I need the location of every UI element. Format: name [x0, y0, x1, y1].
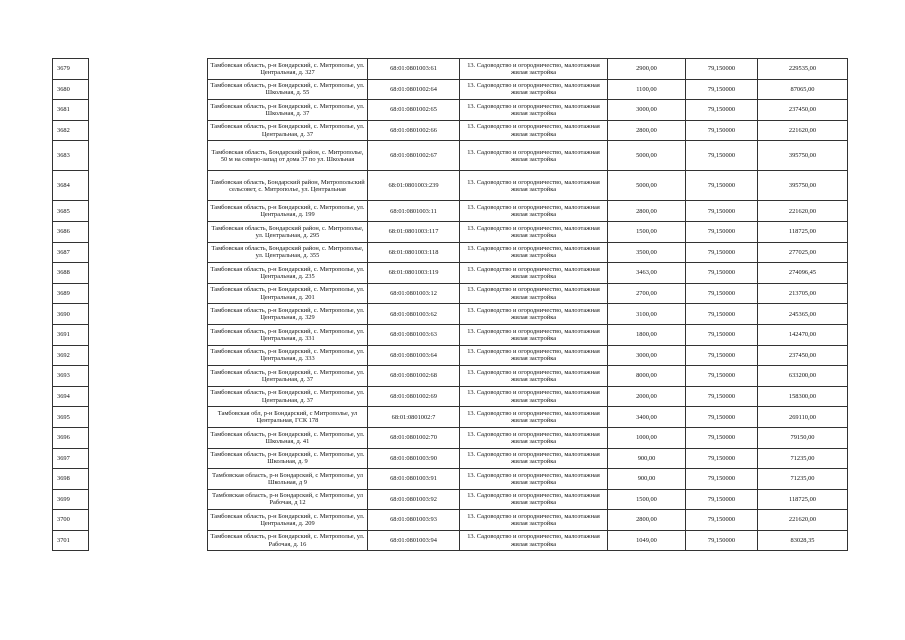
address-cell: Тамбовская область, р-н Бондарский, с. Митрополье, ул. Центральная, д. 209 [208, 510, 368, 531]
land-use-cell: 13. Садоводство и огородничество, малоэтажная жилая застройка [460, 530, 608, 551]
land-use-cell: 13. Садоводство и огородничество, малоэтажная жилая застройка [460, 324, 608, 345]
cadastral-value-cell: 71235,00 [758, 448, 848, 469]
cadastral-value-cell: 142470,00 [758, 324, 848, 345]
table-row [208, 469, 848, 490]
cadastral-value-cell: 221620,00 [758, 201, 848, 222]
address-cell: Тамбовская область, Бондарский район, с. Митрополье, ул. Центральная, д. 355 [208, 242, 368, 263]
table-row [53, 283, 89, 304]
row-number-cell: 3701 [53, 530, 89, 551]
cadastral-value-cell: 118725,00 [758, 489, 848, 510]
cadastral-number-cell: 68:01:0801002:7 [368, 407, 460, 428]
address-cell: Тамбовская область, р-н Бондарский, с. Митрополье, ул. Центральная, д. 37 [208, 120, 368, 141]
cadastral-value-cell: 118725,00 [758, 221, 848, 242]
address-cell: Тамбовская область, р-н Бондарский, с. Митрополье, ул. Центральная, д. 199 [208, 201, 368, 222]
row-number-cell: 3683 [53, 141, 89, 171]
address-cell: Тамбовская область, р-н Бондарский, с Митрополье, ул Школьная, д 9 [208, 469, 368, 490]
cadastral-number-cell: 68:01:0801003:93 [368, 510, 460, 531]
table-row [208, 489, 848, 510]
land-plots-table [207, 58, 848, 551]
cadastral-value-cell: 245365,00 [758, 304, 848, 325]
address-cell: Тамбовская область, р-н Бондарский, с. Митрополье, ул. Центральная, д. 201 [208, 283, 368, 304]
table-row [208, 448, 848, 469]
rate-cell: 79,150000 [686, 510, 758, 531]
area-cell: 1500,00 [608, 221, 686, 242]
table-row [53, 489, 89, 510]
area-cell: 2800,00 [608, 510, 686, 531]
rate-cell: 79,150000 [686, 171, 758, 201]
land-use-cell: 13. Садоводство и огородничество, малоэтажная жилая застройка [460, 386, 608, 407]
cadastral-value-cell: 229535,00 [758, 59, 848, 80]
cadastral-value-cell: 87065,00 [758, 79, 848, 100]
cadastral-number-cell: 68:01:0801002:64 [368, 79, 460, 100]
cadastral-number-cell: 68:01:0801003:63 [368, 324, 460, 345]
area-cell: 2800,00 [608, 201, 686, 222]
land-use-cell: 13. Садоводство и огородничество, малоэтажная жилая застройка [460, 283, 608, 304]
table-row [208, 324, 848, 345]
land-use-cell: 13. Садоводство и огородничество, малоэтажная жилая застройка [460, 510, 608, 531]
table-row [53, 407, 89, 428]
table-row [53, 366, 89, 387]
table-row [53, 242, 89, 263]
area-cell: 1049,00 [608, 530, 686, 551]
rate-cell: 79,150000 [686, 59, 758, 80]
area-cell: 3463,00 [608, 263, 686, 284]
address-cell: Тамбовская область, р-н Бондарский, с. Митрополье, ул. Центральная, д. 329 [208, 304, 368, 325]
cadastral-number-cell: 68:01:0801003:94 [368, 530, 460, 551]
table-row [208, 366, 848, 387]
area-cell: 8000,00 [608, 366, 686, 387]
table-row [53, 221, 89, 242]
area-cell: 2900,00 [608, 59, 686, 80]
land-use-cell: 13. Садоводство и огородничество, малоэтажная жилая застройка [460, 120, 608, 141]
address-cell: Тамбовская область, р-н Бондарский, с. Митрополье, ул. Центральная, д. 235 [208, 263, 368, 284]
row-number-cell: 3679 [53, 59, 89, 80]
cadastral-number-cell: 68:01:0801003:12 [368, 283, 460, 304]
rate-cell: 79,150000 [686, 407, 758, 428]
row-number-cell: 3699 [53, 489, 89, 510]
land-use-cell: 13. Садоводство и огородничество, малоэтажная жилая застройка [460, 345, 608, 366]
table-row [53, 386, 89, 407]
rate-cell: 79,150000 [686, 530, 758, 551]
area-cell: 1800,00 [608, 324, 686, 345]
land-use-cell: 13. Садоводство и огородничество, малоэтажная жилая застройка [460, 242, 608, 263]
rate-cell: 79,150000 [686, 386, 758, 407]
row-number-cell: 3687 [53, 242, 89, 263]
land-use-cell: 13. Садоводство и огородничество, малоэтажная жилая застройка [460, 141, 608, 171]
row-number-cell: 3692 [53, 345, 89, 366]
area-cell: 2000,00 [608, 386, 686, 407]
address-cell: Тамбовская область, р-н Бондарский, с. Митрополье, ул. Школьная, д. 55 [208, 79, 368, 100]
table-row [208, 141, 848, 171]
land-use-cell: 13. Садоводство и огородничество, малоэтажная жилая застройка [460, 304, 608, 325]
rate-cell: 79,150000 [686, 79, 758, 100]
area-cell: 1100,00 [608, 79, 686, 100]
cadastral-value-cell: 269110,00 [758, 407, 848, 428]
table-row [53, 59, 89, 80]
address-cell: Тамбовская область, р-н Бондарский, с Митрополье, ул Рабочая, д 12 [208, 489, 368, 510]
cadastral-value-cell: 71235,00 [758, 469, 848, 490]
address-cell: Тамбовская область, р-н Бондарский, с. Митрополье, ул. Центральная, д. 331 [208, 324, 368, 345]
cadastral-number-cell: 68:01:0801003:61 [368, 59, 460, 80]
table-row [53, 171, 89, 201]
table-row [53, 530, 89, 551]
rate-cell: 79,150000 [686, 283, 758, 304]
cadastral-number-cell: 68:01:0801002:70 [368, 427, 460, 448]
rate-cell: 79,150000 [686, 141, 758, 171]
row-number-cell: 3689 [53, 283, 89, 304]
cadastral-value-cell: 213705,00 [758, 283, 848, 304]
cadastral-number-cell: 68:01:0801002:65 [368, 100, 460, 121]
cadastral-number-cell: 68:01:0801002:69 [368, 386, 460, 407]
table-row [208, 304, 848, 325]
table-row [208, 386, 848, 407]
area-cell: 5000,00 [608, 141, 686, 171]
address-cell: Тамбовская область, р-н Бондарский, с. Митрополье, ул. Школьная, д. 41 [208, 427, 368, 448]
rate-cell: 79,150000 [686, 324, 758, 345]
table-row [208, 407, 848, 428]
rate-cell: 79,150000 [686, 221, 758, 242]
table-row [53, 201, 89, 222]
table-row [208, 345, 848, 366]
table-row [208, 510, 848, 531]
cadastral-value-cell: 633200,00 [758, 366, 848, 387]
address-cell: Тамбовская область, Бондарский район, Митропольский сельсовет, с. Митрополье, ул. Центральная [208, 171, 368, 201]
cadastral-value-cell: 83028,35 [758, 530, 848, 551]
cadastral-value-cell: 395750,00 [758, 141, 848, 171]
cadastral-number-cell: 68:01:0801003:118 [368, 242, 460, 263]
rate-cell: 79,150000 [686, 242, 758, 263]
table-row [208, 530, 848, 551]
row-number-column [52, 58, 89, 551]
land-use-cell: 13. Садоводство и огородничество, малоэтажная жилая застройка [460, 171, 608, 201]
row-number-cell: 3681 [53, 100, 89, 121]
rate-cell: 79,150000 [686, 489, 758, 510]
area-cell: 5000,00 [608, 171, 686, 201]
land-use-cell: 13. Садоводство и огородничество, малоэтажная жилая застройка [460, 427, 608, 448]
rate-cell: 79,150000 [686, 427, 758, 448]
cadastral-value-cell: 79150,00 [758, 427, 848, 448]
cadastral-value-cell: 221620,00 [758, 120, 848, 141]
address-cell: Тамбовская область, р-н Бондарский, с. Митрополье, ул. Центральная, д. 37 [208, 366, 368, 387]
land-use-cell: 13. Садоводство и огородничество, малоэтажная жилая застройка [460, 263, 608, 284]
table-row [208, 171, 848, 201]
address-cell: Тамбовская обл, р-н Бондарский, с Митрополье, ул Центральная, ГСК 178 [208, 407, 368, 428]
cadastral-value-cell: 221620,00 [758, 510, 848, 531]
area-cell: 3400,00 [608, 407, 686, 428]
row-number-cell: 3682 [53, 120, 89, 141]
address-cell: Тамбовская область, р-н Бондарский, с. Митрополье, ул. Центральная, д. 37 [208, 386, 368, 407]
table-row [53, 100, 89, 121]
row-number-cell: 3690 [53, 304, 89, 325]
table-row [53, 345, 89, 366]
address-cell: Тамбовская область, Бондарский район, с. Митрополье, ул. Центральная, д. 295 [208, 221, 368, 242]
rate-cell: 79,150000 [686, 469, 758, 490]
cadastral-number-cell: 68:01:0801003:92 [368, 489, 460, 510]
area-cell: 2800,00 [608, 120, 686, 141]
address-cell: Тамбовская область, Бондарский район, с. Митрополье, 50 м на северо-запад от дома 37 по ул. Школьная [208, 141, 368, 171]
area-cell: 1000,00 [608, 427, 686, 448]
land-use-cell: 13. Садоводство и огородничество, малоэтажная жилая застройка [460, 221, 608, 242]
cadastral-number-cell: 68:01:0801003:119 [368, 263, 460, 284]
table-row [208, 201, 848, 222]
land-use-cell: 13. Садоводство и огородничество, малоэтажная жилая застройка [460, 79, 608, 100]
cadastral-number-cell: 68:01:0801003:117 [368, 221, 460, 242]
table-row [208, 283, 848, 304]
cadastral-number-cell: 68:01:0801002:66 [368, 120, 460, 141]
table-row [208, 263, 848, 284]
land-use-cell: 13. Садоводство и огородничество, малоэтажная жилая застройка [460, 489, 608, 510]
table-row [208, 59, 848, 80]
rate-cell: 79,150000 [686, 263, 758, 284]
row-number-cell: 3698 [53, 469, 89, 490]
rate-cell: 79,150000 [686, 201, 758, 222]
table-row [53, 141, 89, 171]
land-use-cell: 13. Садоводство и огородничество, малоэтажная жилая застройка [460, 407, 608, 428]
cadastral-number-cell: 68:01:0801003:91 [368, 469, 460, 490]
area-cell: 3500,00 [608, 242, 686, 263]
table-row [53, 263, 89, 284]
table-row [208, 100, 848, 121]
land-use-cell: 13. Садоводство и огородничество, малоэтажная жилая застройка [460, 448, 608, 469]
row-number-cell: 3685 [53, 201, 89, 222]
address-cell: Тамбовская область, р-н Бондарский, с. Митрополье, ул. Школьная, д. 9 [208, 448, 368, 469]
table-row [208, 242, 848, 263]
land-use-cell: 13. Садоводство и огородничество, малоэтажная жилая застройка [460, 469, 608, 490]
area-cell: 3000,00 [608, 345, 686, 366]
rate-cell: 79,150000 [686, 345, 758, 366]
cadastral-value-cell: 237450,00 [758, 345, 848, 366]
area-cell: 3000,00 [608, 100, 686, 121]
area-cell: 1500,00 [608, 489, 686, 510]
address-cell: Тамбовская область, р-н Бондарский, с. Митрополье, ул. Центральная, д. 333 [208, 345, 368, 366]
cadastral-number-cell: 68:01:0801003:62 [368, 304, 460, 325]
row-number-cell: 3695 [53, 407, 89, 428]
table-row [208, 427, 848, 448]
area-cell: 3100,00 [608, 304, 686, 325]
cadastral-value-cell: 158300,00 [758, 386, 848, 407]
row-number-cell: 3686 [53, 221, 89, 242]
rate-cell: 79,150000 [686, 448, 758, 469]
address-cell: Тамбовская область, р-н Бондарский, с. Митрополье, ул. Школьная, д. 37 [208, 100, 368, 121]
area-cell: 900,00 [608, 469, 686, 490]
cadastral-number-cell: 68:01:0801003:239 [368, 171, 460, 201]
land-use-cell: 13. Садоводство и огородничество, малоэтажная жилая застройка [460, 201, 608, 222]
cadastral-value-cell: 237450,00 [758, 100, 848, 121]
row-number-cell: 3694 [53, 386, 89, 407]
address-cell: Тамбовская область, р-н Бондарский, с. Митрополье, ул. Рабочая, д. 16 [208, 530, 368, 551]
table-row [208, 79, 848, 100]
cadastral-number-cell: 68:01:0801003:11 [368, 201, 460, 222]
table-row [53, 469, 89, 490]
row-number-cell: 3697 [53, 448, 89, 469]
cadastral-number-cell: 68:01:0801003:64 [368, 345, 460, 366]
row-number-cell: 3680 [53, 79, 89, 100]
land-use-cell: 13. Садоводство и огородничество, малоэтажная жилая застройка [460, 59, 608, 80]
rate-cell: 79,150000 [686, 100, 758, 121]
row-number-cell: 3684 [53, 171, 89, 201]
cadastral-value-cell: 274096,45 [758, 263, 848, 284]
table-row [53, 427, 89, 448]
cadastral-value-cell: 395750,00 [758, 171, 848, 201]
row-number-cell: 3700 [53, 510, 89, 531]
table-row [53, 448, 89, 469]
table-row [53, 510, 89, 531]
address-cell: Тамбовская область, р-н Бондарский, с. Митрополье, ул. Центральная, д. 327 [208, 59, 368, 80]
row-number-cell: 3693 [53, 366, 89, 387]
row-number-cell: 3691 [53, 324, 89, 345]
cadastral-number-cell: 68:01:0801002:67 [368, 141, 460, 171]
land-use-cell: 13. Садоводство и огородничество, малоэтажная жилая застройка [460, 366, 608, 387]
cadastral-number-cell: 68:01:0801003:90 [368, 448, 460, 469]
table-row [53, 79, 89, 100]
rate-cell: 79,150000 [686, 304, 758, 325]
land-use-cell: 13. Садоводство и огородничество, малоэтажная жилая застройка [460, 100, 608, 121]
area-cell: 900,00 [608, 448, 686, 469]
row-number-cell: 3688 [53, 263, 89, 284]
row-number-cell: 3696 [53, 427, 89, 448]
area-cell: 2700,00 [608, 283, 686, 304]
table-row [208, 221, 848, 242]
table-row [208, 120, 848, 141]
rate-cell: 79,150000 [686, 120, 758, 141]
table-row [53, 304, 89, 325]
table-row [53, 120, 89, 141]
cadastral-number-cell: 68:01:0801002:68 [368, 366, 460, 387]
rate-cell: 79,150000 [686, 366, 758, 387]
table-row [53, 324, 89, 345]
cadastral-value-cell: 277025,00 [758, 242, 848, 263]
